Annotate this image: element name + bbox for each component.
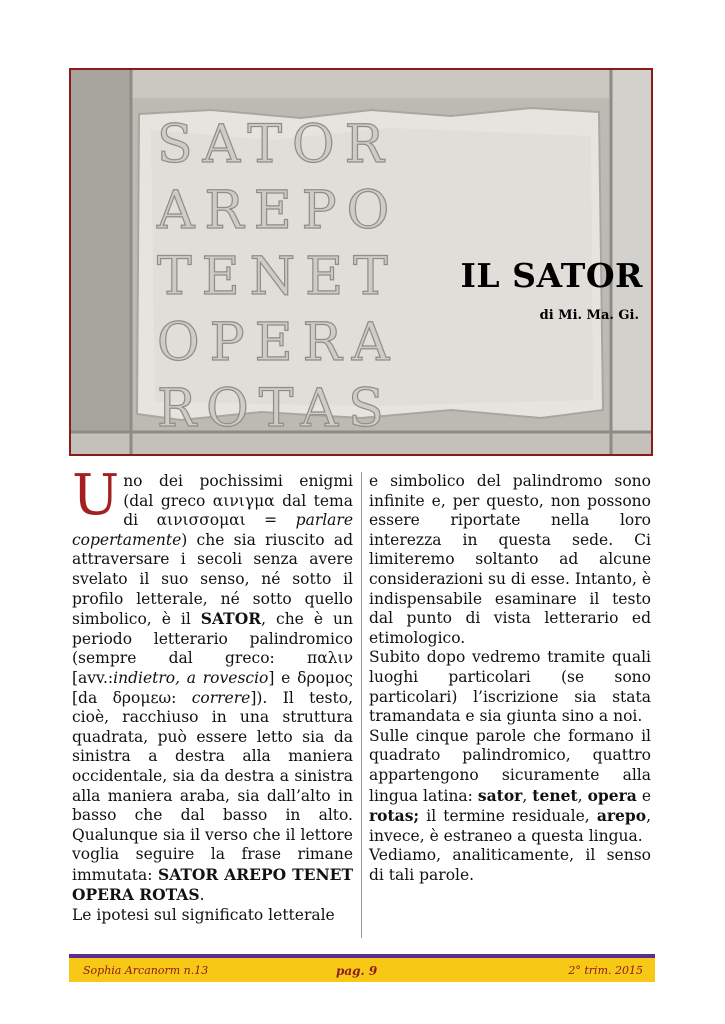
text-run: [avv.:	[72, 668, 114, 687]
text-run: no dei pochissimi enigmi (dal greco	[123, 472, 353, 510]
inscription-line: OPERA	[157, 313, 400, 373]
greek-word: παλιν	[307, 649, 353, 668]
drop-cap: U	[72, 463, 120, 528]
paragraph: Le ipotesi sul significato letterale	[72, 906, 335, 925]
paragraph: Vediamo, analiticamente, il senso di tali parole.	[369, 846, 651, 884]
text-run: , invece, è estraneo a questa lingua.	[369, 807, 651, 845]
text-run: ,	[577, 786, 588, 805]
text-run: :	[171, 688, 192, 707]
text-run: ] e	[268, 668, 298, 687]
bold-text: opera	[587, 785, 637, 805]
article-byline: di Mi. Ma. Gi.	[539, 308, 639, 323]
text-run: , che è un periodo letterario palindromico (sempre dal greco:	[72, 610, 353, 668]
text-run: Sulle cinque parole che formano il quadrato palindromico, quattro appartengono sicuramente alla lingua latina:	[369, 726, 651, 805]
text-run: dal tema di	[123, 491, 353, 530]
inscription-line: AREPO	[157, 181, 400, 241]
inscription-line: ROTAS	[157, 379, 394, 439]
paragraph: e simbolico del palindromo sono infinite e, per questo, non possono essere riportate nella loro interezza in questa sede. Ci limiteremo soltanto ad alcune considerazioni su di esse. Intanto, è indispensabile esaminare il testo dal punto di vista letterario ed etimologico.	[369, 472, 651, 647]
inscription-line: SATOR	[157, 115, 394, 175]
text-run: e	[636, 786, 651, 805]
bold-text: rotas;	[369, 806, 420, 826]
footer-page-number: pag. 9	[336, 964, 378, 978]
italic-text: parlare copertamente	[72, 511, 354, 549]
paragraph	[72, 463, 354, 906]
greek-word: δρομεω	[112, 688, 172, 707]
text-run: [da	[72, 688, 113, 707]
footer-publication: Sophia Arcanorm n.13	[83, 964, 209, 977]
text-run: =	[245, 511, 296, 530]
hero-image	[69, 68, 653, 456]
bold-text: arepo	[596, 806, 647, 826]
bold-text: SATOR AREPO TENET OPERA ROTAS	[72, 864, 353, 905]
column-divider	[361, 472, 362, 938]
text-run: .	[199, 886, 205, 905]
bold-text: SATOR	[200, 609, 262, 629]
italic-text: correre	[191, 688, 251, 707]
greek-word: δρομος	[297, 668, 353, 687]
text-run: ,	[522, 786, 533, 805]
bold-text: sator	[477, 785, 523, 805]
paragraph	[369, 727, 651, 847]
page-footer	[69, 958, 655, 982]
greek-word: αινιγμα	[212, 491, 275, 510]
footer-issue-date: 2° trim. 2015	[568, 964, 643, 977]
italic-text: indietro, a rovescio	[113, 668, 269, 687]
text-run: ]). Il testo, cioè, racchiuso in una struttura quadrata, può essere letto sia da sinistra a destra alla maniera occidentale, sia da destra a sinistra alla maniera araba, sia dall’alto in basso che dal basso in alto. Qualunque sia il verso che il lettore voglia seguire la frase rimane immutata:	[72, 688, 353, 884]
bold-text: tenet	[532, 785, 578, 805]
greek-word: αινισσομαι	[156, 511, 246, 530]
article-title: IL SATOR	[460, 256, 643, 295]
article-column-left	[72, 463, 354, 926]
paragraph: Subito dopo vedremo tramite quali luoghi particolari (se sono particolari) l’iscrizione sia stata tramandata e sia giunta sino a noi.	[369, 648, 651, 726]
text-run: il termine residuale,	[419, 807, 597, 826]
article-column-right	[369, 472, 651, 885]
inscription-line: TENET	[157, 247, 398, 307]
text-run: ) che sia riuscito ad attraversare i secoli senza avere svelato il suo senso, né sotto il profilo letterale, né sotto quello simbolico, è il	[72, 530, 353, 629]
